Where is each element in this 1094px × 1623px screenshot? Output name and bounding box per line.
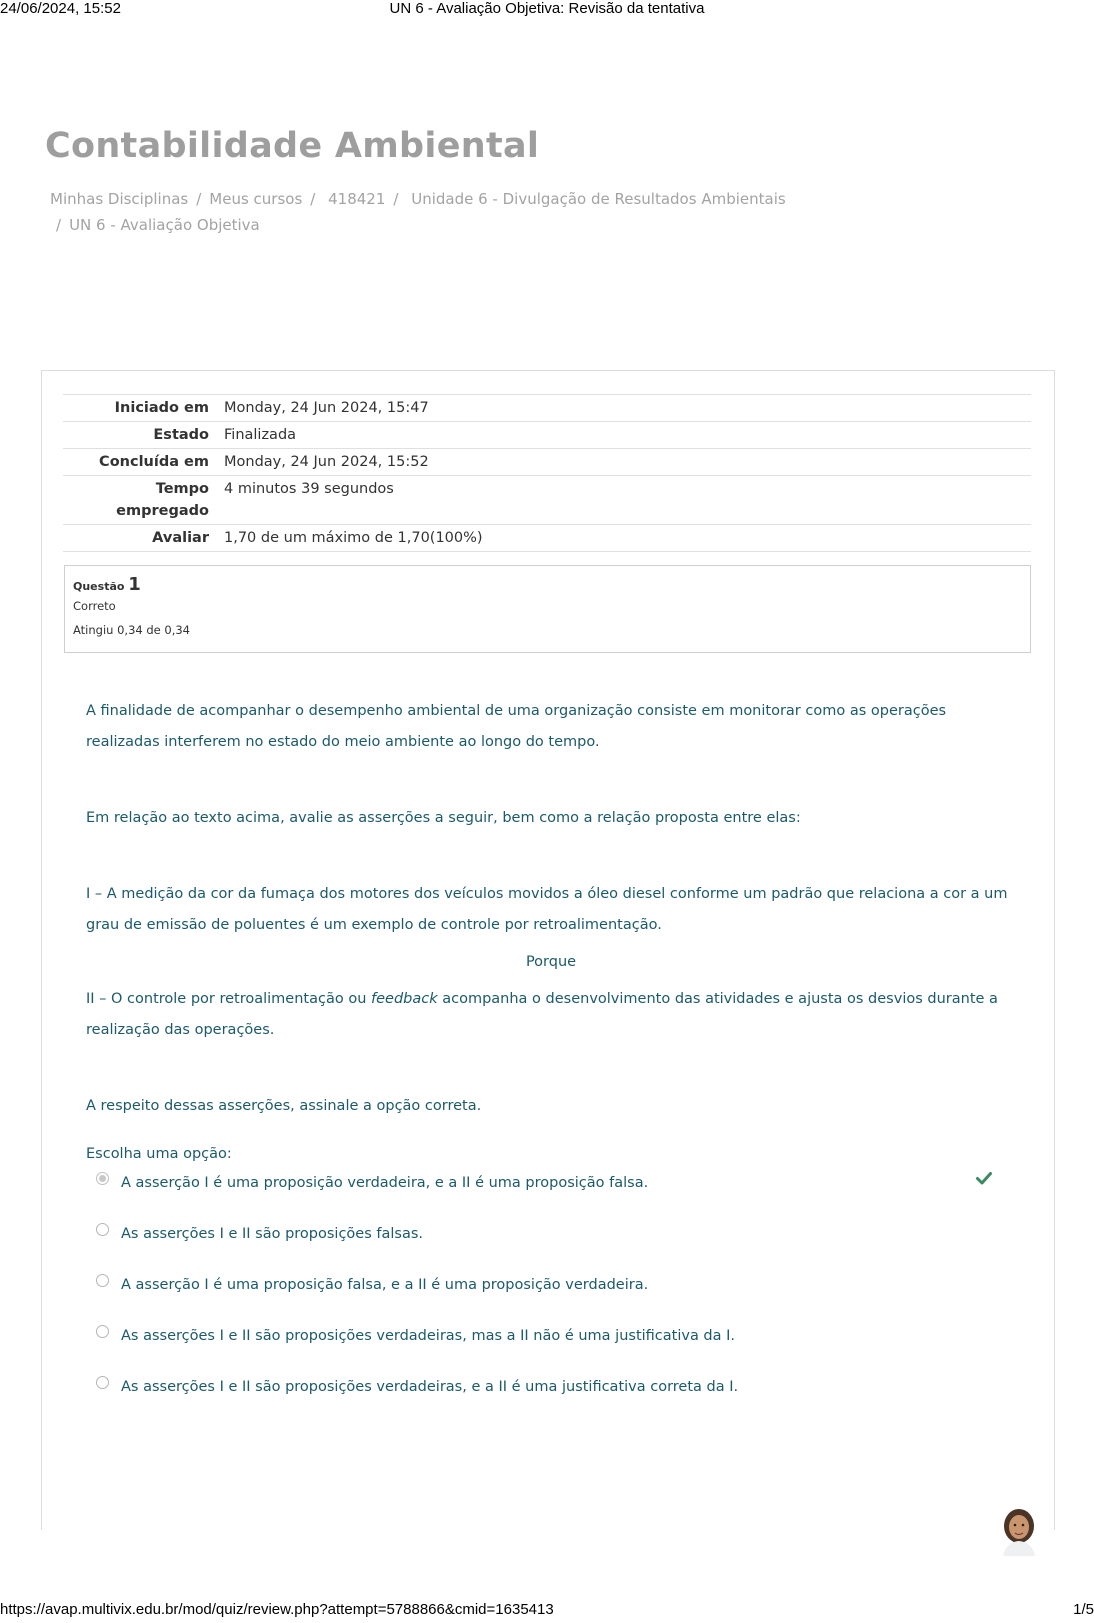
answer-option-text: As asserções I e II são proposições verdadeiras, e a II é uma justificativa correta da I. (121, 1379, 739, 1395)
summary-label-line: empregado (116, 503, 209, 519)
radio-button[interactable] (96, 1325, 109, 1338)
breadcrumb-separator: / (56, 216, 62, 234)
assertion-2-emphasis: feedback (371, 991, 438, 1007)
summary-row-time-taken (63, 475, 1031, 524)
summary-row-state (63, 421, 1031, 448)
print-date: 24/06/2024, 15:52 (0, 0, 121, 17)
summary-value: Finalizada (224, 427, 297, 443)
breadcrumb-link-meus-cursos[interactable]: Meus cursos (209, 190, 303, 208)
answer-option-text: A asserção I é uma proposição verdadeira, e a II é uma proposição falsa. (121, 1175, 649, 1191)
answer-option-text: As asserções I e II são proposições verdadeiras, mas a II não é uma justificativa da I. (121, 1328, 736, 1344)
breadcrumb-link-disciplinas[interactable]: Minhas Disciplinas (50, 190, 189, 208)
print-page-number: 1/5 (1073, 1601, 1094, 1618)
answer-option[interactable] (86, 1370, 1006, 1421)
assertion-connector: Porque (525, 954, 577, 970)
assertion-2 (86, 984, 1016, 1046)
question-paragraph: Em relação ao texto acima, avalie as asserções a seguir, bem como a relação proposta entre elas: (86, 810, 801, 826)
summary-row-grade (63, 524, 1031, 552)
radio-button-selected[interactable] (96, 1172, 109, 1185)
summary-label: Avaliar (152, 530, 209, 546)
answer-option[interactable] (86, 1217, 1006, 1268)
breadcrumb (50, 186, 870, 238)
summary-value: 4 minutos 39 segundos (224, 481, 394, 497)
question-state: Correto (73, 599, 116, 613)
print-title: UN 6 - Avaliação Objetiva: Revisão da tentativa (389, 0, 705, 17)
print-header (0, 0, 1094, 20)
answer-option-text: A asserção I é uma proposição falsa, e a II é uma proposição verdadeira. (121, 1277, 649, 1293)
summary-row-completed (63, 448, 1031, 475)
breadcrumb-separator: / (310, 190, 316, 208)
summary-label-line: Tempo (155, 481, 209, 497)
question-number-value: 1 (128, 574, 141, 595)
assistant-avatar-icon[interactable] (998, 1506, 1040, 1556)
radio-button[interactable] (96, 1223, 109, 1236)
question-info-box (64, 565, 1031, 653)
summary-value: Monday, 24 Jun 2024, 15:47 (224, 400, 429, 416)
summary-label (63, 478, 209, 522)
choose-option-prompt: Escolha uma opção: (86, 1146, 232, 1162)
question-number (73, 574, 1022, 595)
print-url: https://avap.multivix.edu.br/mod/quiz/review.php?attempt=5788866&cmid=1635413 (0, 1601, 554, 1618)
summary-label: Estado (153, 427, 209, 443)
summary-label: Concluída em (99, 454, 209, 470)
answer-option[interactable] (86, 1268, 1006, 1319)
print-footer (0, 1601, 1094, 1623)
breadcrumb-link-course-id[interactable]: 418421 (328, 190, 386, 208)
breadcrumb-separator: / (393, 190, 399, 208)
summary-value: 1,70 de um máximo de 1,70(100%) (224, 530, 483, 546)
radio-button[interactable] (96, 1274, 109, 1287)
breadcrumb-link-unidade[interactable]: Unidade 6 - Divulgação de Resultados Ambientais (411, 190, 786, 208)
assertion-1: I – A medição da cor da fumaça dos motores dos veículos movidos a óleo diesel conforme um padrão que relaciona a cor a um grau de emissão de poluentes é um exemplo de controle por retroalimentação. (86, 886, 1008, 933)
question-paragraph: A finalidade de acompanhar o desempenho ambiental de uma organização consiste em monitorar como as operações realizadas interferem no estado do meio ambiente ao longo do tempo. (86, 703, 947, 750)
assertion-2-text: acompanha o desenvolvimento das atividades e ajusta os desvios durante a realização das operações. (86, 991, 998, 1038)
summary-row-started (63, 394, 1031, 421)
question-text (86, 696, 1016, 1122)
course-title: Contabilidade Ambiental (45, 126, 540, 166)
answer-block (86, 1142, 1006, 1421)
answer-option[interactable] (86, 1319, 1006, 1370)
answer-option-text: As asserções I e II são proposições falsas. (121, 1226, 423, 1242)
question-label: Questão (73, 580, 125, 593)
radio-button[interactable] (96, 1376, 109, 1389)
question-grade: Atingiu 0,34 de 0,34 (73, 623, 190, 637)
answer-option[interactable] (86, 1166, 1006, 1217)
summary-value: Monday, 24 Jun 2024, 15:52 (224, 454, 429, 470)
attempt-summary-table (63, 394, 1031, 552)
summary-label: Iniciado em (114, 400, 209, 416)
question-instruction: A respeito dessas asserções, assinale a opção correta. (86, 1098, 482, 1114)
correct-check-icon (976, 1170, 992, 1186)
breadcrumb-link-avaliacao[interactable]: UN 6 - Avaliação Objetiva (69, 216, 260, 234)
assertion-2-text: II – O controle por retroalimentação ou (86, 991, 372, 1007)
breadcrumb-separator: / (196, 190, 202, 208)
